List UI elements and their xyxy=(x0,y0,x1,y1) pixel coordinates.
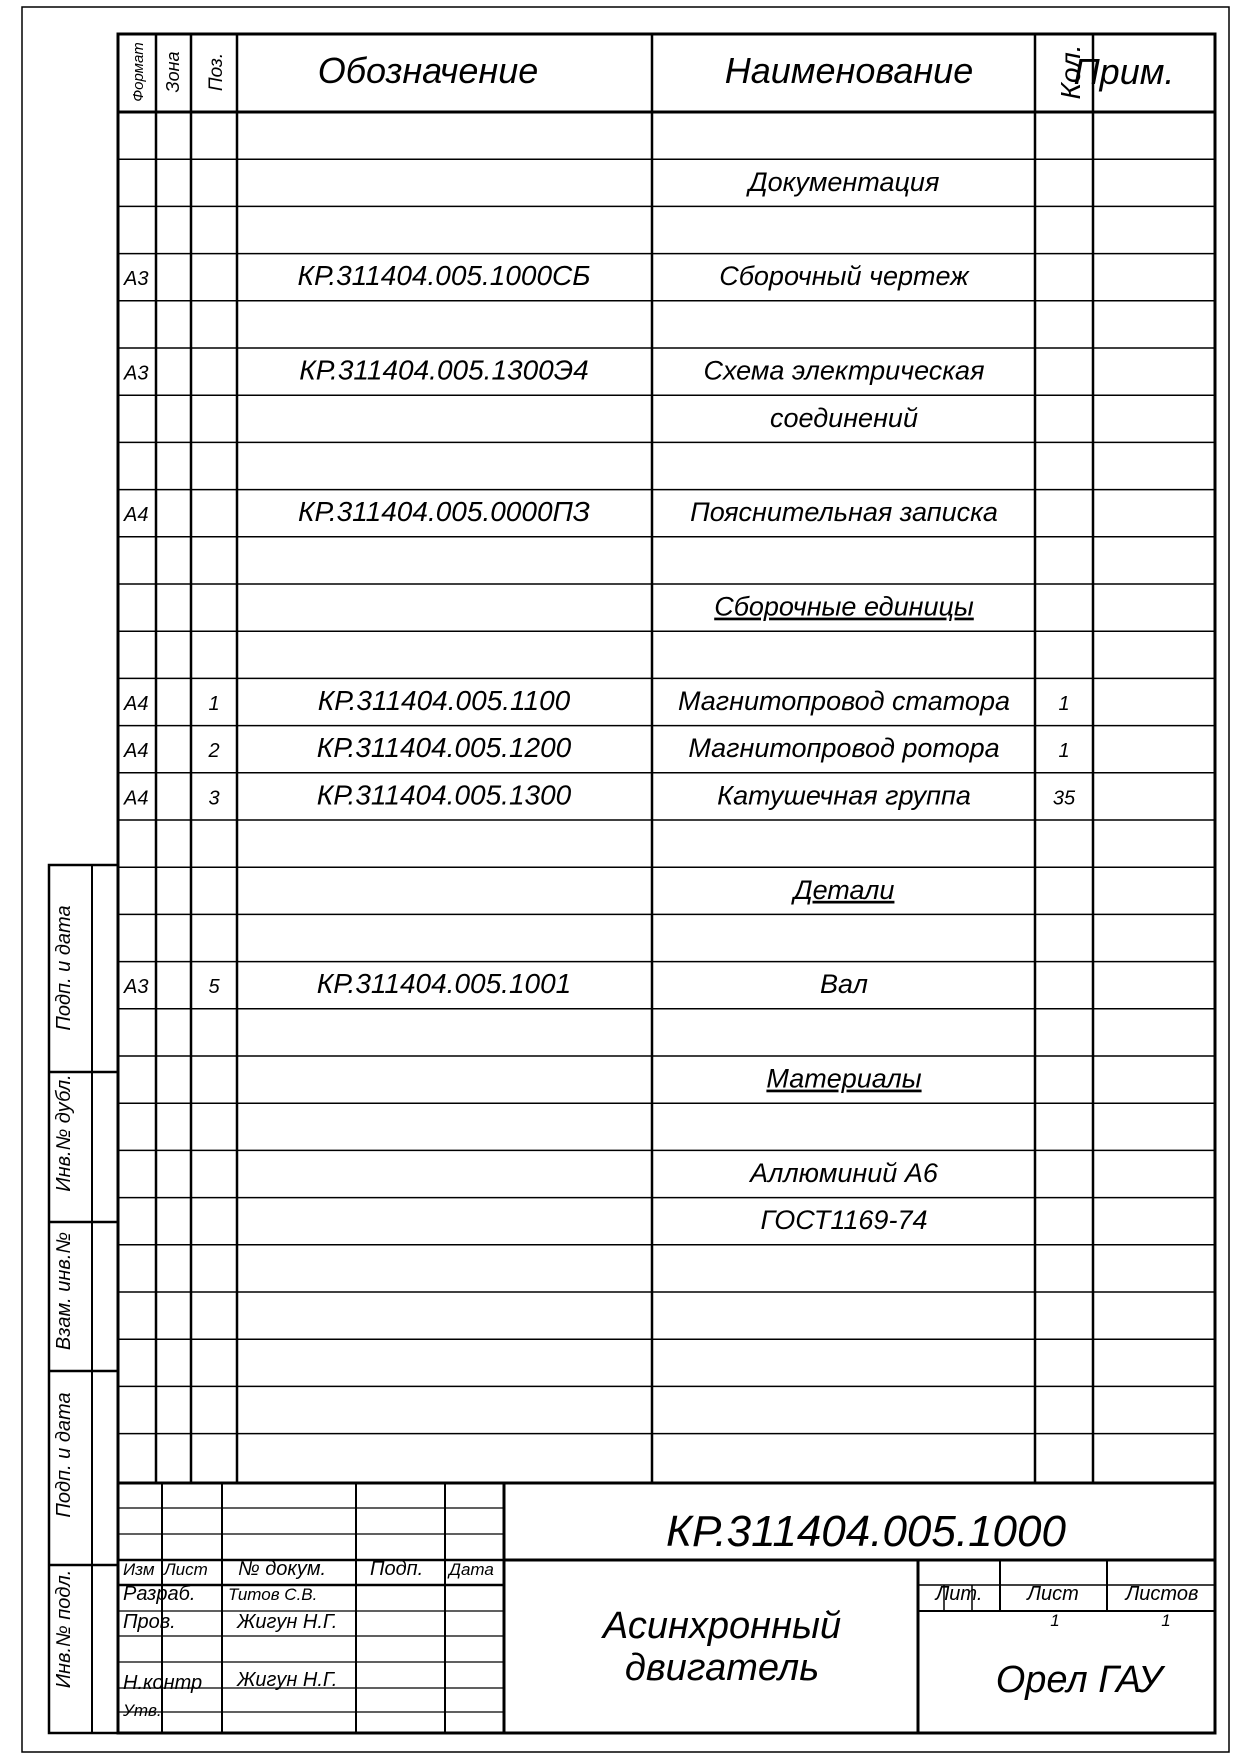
title-col-date: Дата xyxy=(449,1560,494,1579)
name-checker: Жигун Н.Г. xyxy=(237,1611,338,1633)
table-row xyxy=(123,260,970,291)
cell-name: Схема электрическая xyxy=(703,355,985,386)
table-row xyxy=(123,968,868,999)
role-norm-control: Н.контр xyxy=(123,1672,203,1694)
table-row xyxy=(746,167,940,197)
role-checker: Пров. xyxy=(123,1611,176,1633)
cell-name: Документация xyxy=(748,166,940,197)
cell-format: A4 xyxy=(124,740,149,763)
cell-designation: КР.311404.005.1001 xyxy=(316,968,572,1000)
cell-name: Магнитопровод статора xyxy=(678,686,1010,716)
cell-designation: КР.311404.005.1200 xyxy=(316,732,572,764)
product-title-line2: двигатель xyxy=(624,1647,820,1689)
role-developer: Разраб. xyxy=(123,1583,196,1605)
value-sheets: 1 xyxy=(1161,1611,1171,1630)
cell-designation: КР.311404.005.1300Э4 xyxy=(299,354,589,386)
cell-qty: 1 xyxy=(1058,693,1070,715)
table-row xyxy=(123,496,998,527)
cell-name: соединений xyxy=(770,402,918,433)
cell-designation: КР.311404.005.1300 xyxy=(316,779,572,811)
title-col-list: Лист xyxy=(164,1560,208,1579)
label-lit: Лит. xyxy=(935,1583,983,1605)
cell-name: ГОСТ1169-74 xyxy=(760,1205,928,1236)
cell-format: A4 xyxy=(124,504,149,527)
value-sheet: 1 xyxy=(1050,1611,1060,1630)
cell-format: A3 xyxy=(124,268,149,291)
organization-name: Орел ГАУ xyxy=(995,1659,1163,1701)
product-title-line1: Асинхронный xyxy=(602,1605,842,1647)
cell-designation: КР.311404.005.0000ПЗ xyxy=(298,496,590,528)
name-developer: Титов С.В. xyxy=(228,1585,318,1604)
title-col-sign: Подп. xyxy=(370,1558,424,1580)
title-block xyxy=(122,1507,1198,1720)
side-label-sign-date-1: Подп. и дата xyxy=(53,905,75,1031)
table-grid xyxy=(22,7,1229,1752)
cell-name: Детали xyxy=(793,874,895,905)
header-name: Наименование xyxy=(724,50,974,91)
header-note: Прим. xyxy=(1073,51,1175,92)
table-row xyxy=(123,355,985,386)
cell-name: Сборочный чертеж xyxy=(719,261,969,292)
cell-designation: КР.311404.005.1000СБ xyxy=(297,260,591,292)
cell-pos: 3 xyxy=(208,787,220,810)
side-strip xyxy=(53,905,75,1688)
table-row xyxy=(770,403,918,433)
cell-format: A3 xyxy=(124,976,149,999)
table-body xyxy=(123,167,1076,1235)
table-row xyxy=(748,1158,939,1188)
label-sheets: Листов xyxy=(1125,1583,1199,1605)
header-pos: Поз. xyxy=(206,52,227,92)
side-label-dup-inv: Инв.№ дубл. xyxy=(53,1074,75,1192)
cell-pos: 1 xyxy=(208,693,220,715)
cell-name: Катушечная группа xyxy=(717,780,971,811)
title-col-doc: № докум. xyxy=(238,1558,327,1580)
side-label-orig-inv: Инв.№ подл. xyxy=(53,1569,75,1689)
cell-name: Магнитопровод ротора xyxy=(688,733,1000,764)
table-row xyxy=(791,875,895,905)
title-doc-code: КР.311404.005.1000 xyxy=(666,1507,1066,1556)
cell-designation: КР.311404.005.1100 xyxy=(317,685,571,716)
table-row xyxy=(123,732,1070,763)
table-row xyxy=(766,1064,921,1094)
side-label-sign-date-2: Подп. и дата xyxy=(53,1392,75,1518)
header-zone: Зона xyxy=(163,51,183,93)
cell-name: Вал xyxy=(820,969,868,1000)
cell-pos: 2 xyxy=(208,740,220,763)
header-designation: Обозначение xyxy=(317,50,539,91)
table-row xyxy=(714,592,974,622)
cell-format: A4 xyxy=(124,693,149,715)
cell-format: A3 xyxy=(124,362,149,385)
header-format: Формат xyxy=(130,42,147,102)
header-qty: Кол. xyxy=(1055,44,1086,100)
cell-format: A4 xyxy=(124,787,149,810)
cell-pos: 5 xyxy=(208,976,220,999)
cell-name: Пояснительная записка xyxy=(690,497,998,528)
name-norm-control: Жигун Н.Г. xyxy=(237,1669,338,1691)
side-label-replace-inv: Взам. инв.№ xyxy=(53,1231,75,1351)
table-row xyxy=(761,1205,928,1235)
table-row xyxy=(123,685,1070,716)
cell-qty: 1 xyxy=(1058,740,1070,763)
cell-name: Аллюминий А6 xyxy=(750,1158,938,1188)
cell-name: Материалы xyxy=(766,1063,922,1094)
table-row xyxy=(123,779,1076,810)
role-approve: Утв. xyxy=(123,1701,162,1720)
cell-name: Сборочные единицы xyxy=(714,591,974,622)
label-sheet: Лист xyxy=(1027,1583,1079,1605)
cell-qty: 35 xyxy=(1052,787,1076,810)
main-frame xyxy=(118,34,1215,1733)
title-col-izm: Изм xyxy=(123,1560,155,1579)
page-border xyxy=(22,7,1229,1752)
